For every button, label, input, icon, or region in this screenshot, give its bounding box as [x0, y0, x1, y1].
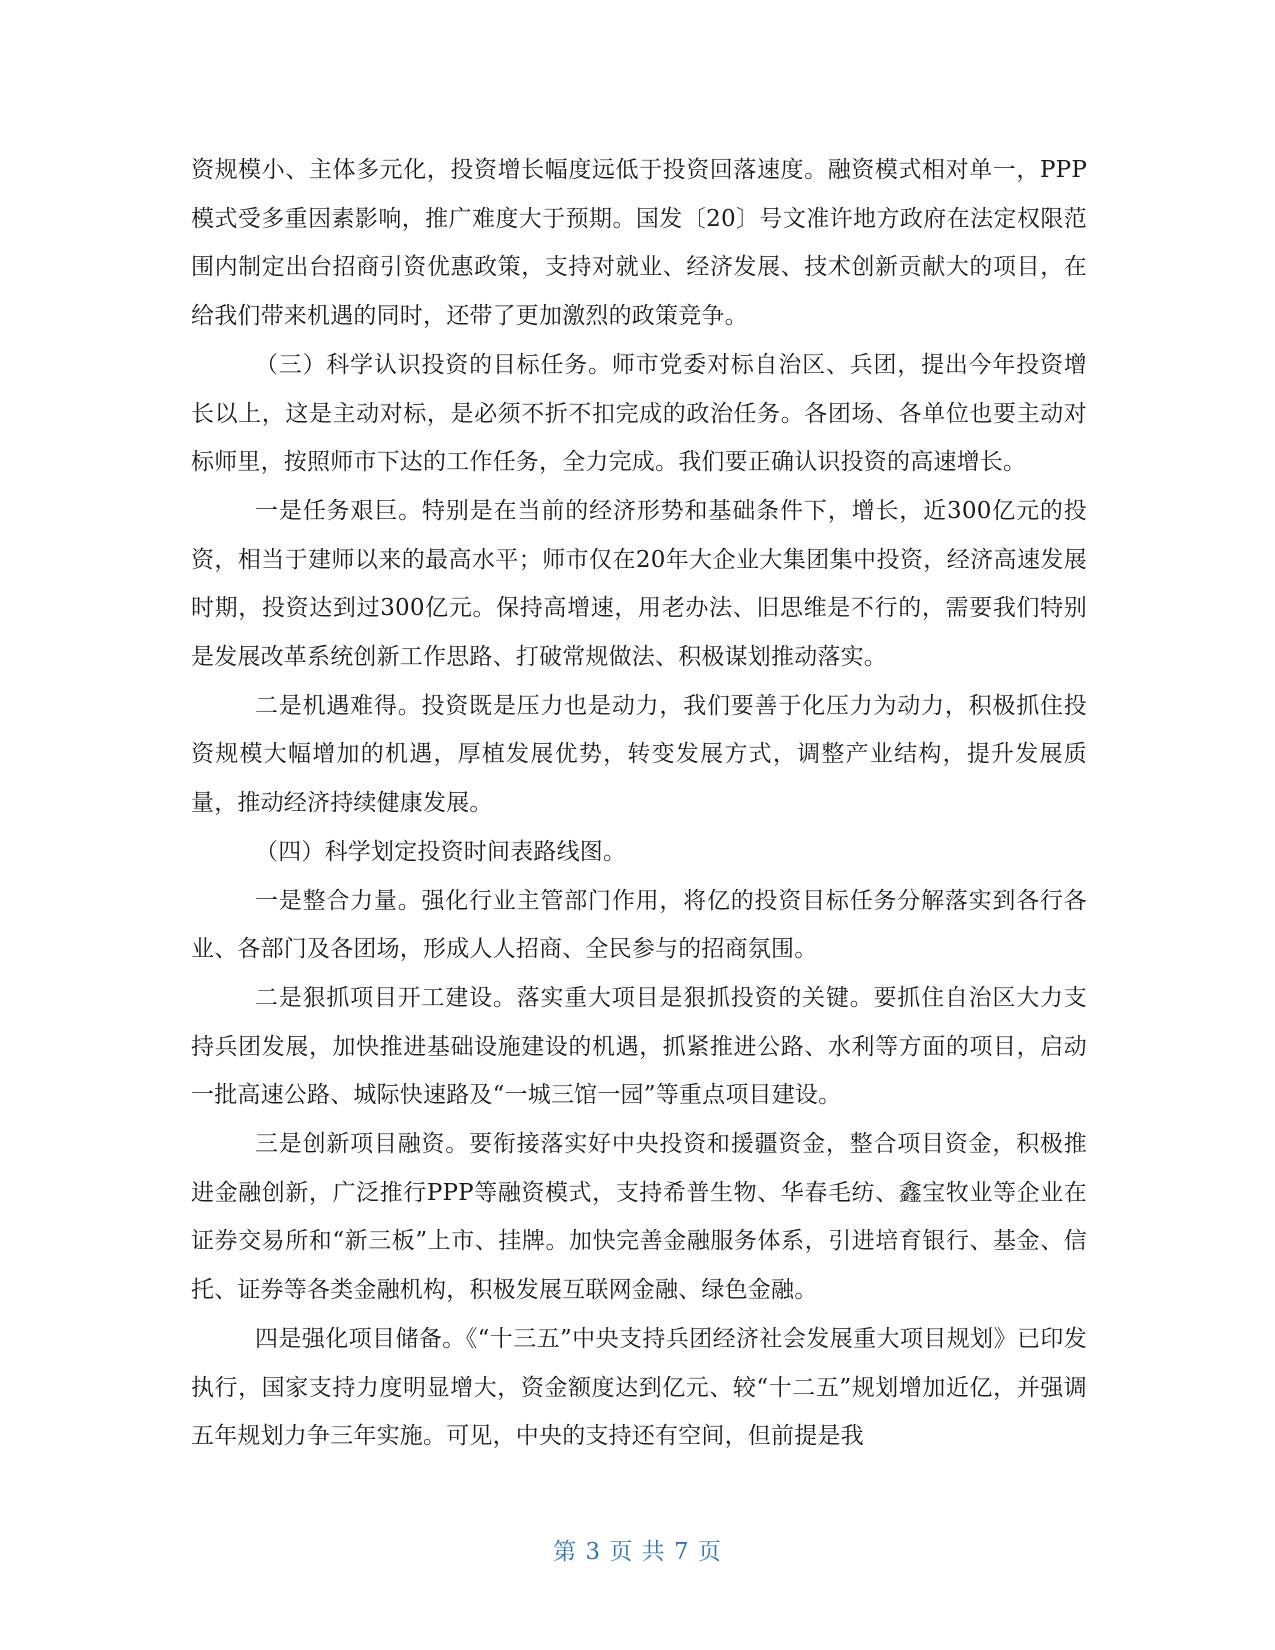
paragraph-2: （三）科学认识投资的目标任务。师市党委对标自治区、兵团，提出今年投资增长以上，这是主动对标，是必须不折不扣完成的政治任务。各团场、各单位也要主动对标师里，按照师市下达的工作任务，全力完成。我们要正确认识投资的高速增长。	[191, 351, 1087, 476]
paragraph-7: 二是狠抓项目开工建设。落实重大项目是狠抓投资的关键。要抓住自治区大力支持兵团发展，加快推进基础设施建设的机遇，抓紧推进公路、水利等方面的项目，启动一批高速公路、城际快速路及“一城三馆一园”等重点项目建设。	[191, 984, 1087, 1109]
page-number-footer: 第 3 页 共 7 页	[553, 1539, 722, 1565]
paragraph-6: 一是整合力量。强化行业主管部门作用，将亿的投资目标任务分解落实到各行各业、各部门及各团场，形成人人招商、全民参与的招商氛围。	[191, 887, 1087, 963]
paragraph-3: 一是任务艰巨。特别是在当前的经济形势和基础条件下，增长，近300亿元的投资，相当于建师以来的最高水平；师市仅在20年大企业大集团集中投资，经济高速发展时期，投资达到过300亿元。保持高增速，用老办法、旧思维是不行的，需要我们特别是发展改革系统创新工作思路、打破常规做法、积极谋划推动落实。	[191, 497, 1087, 671]
paragraph-9: 四是强化项目储备。《“十三五”中央支持兵团经济社会发展重大项目规划》已印发执行，国家支持力度明显增大，资金额度达到亿元、较“十二五”规划增加近亿，并强调五年规划力争三年实施。可见，中央的支持还有空间，但前提是我	[191, 1325, 1087, 1450]
document-body	[191, 146, 1087, 1461]
paragraph-8: 三是创新项目融资。要衔接落实好中央投资和援疆资金，整合项目资金，积极推进金融创新，广泛推行PPP等融资模式，支持希普生物、华春毛纺、鑫宝牧业等企业在证券交易所和“新三板”上市、挂牌。加快完善金融服务体系，引进培育银行、基金、信托、证券等各类金融机构，积极发展互联网金融、绿色金融。	[191, 1131, 1087, 1304]
paragraph-1: 资规模小、主体多元化，投资增长幅度远低于投资回落速度。融资模式相对单一，PPP模式受多重因素影响，推广难度大于预期。国发〔20〕号文准许地方政府在法定权限范围内制定出台招商引资优惠政策，支持对就业、经济发展、技术创新贡献大的项目，在给我们带来机遇的同时，还带了更加激烈的政策竞争。	[191, 157, 1087, 330]
paragraph-5: （四）科学划定投资时间表路线图。	[255, 838, 627, 865]
paragraph-4: 二是机遇难得。投资既是压力也是动力，我们要善于化压力为动力，积极抓住投资规模大幅增加的机遇，厚植发展优势，转变发展方式，调整产业结构，提升发展质量，推动经济持续健康发展。	[191, 692, 1087, 817]
